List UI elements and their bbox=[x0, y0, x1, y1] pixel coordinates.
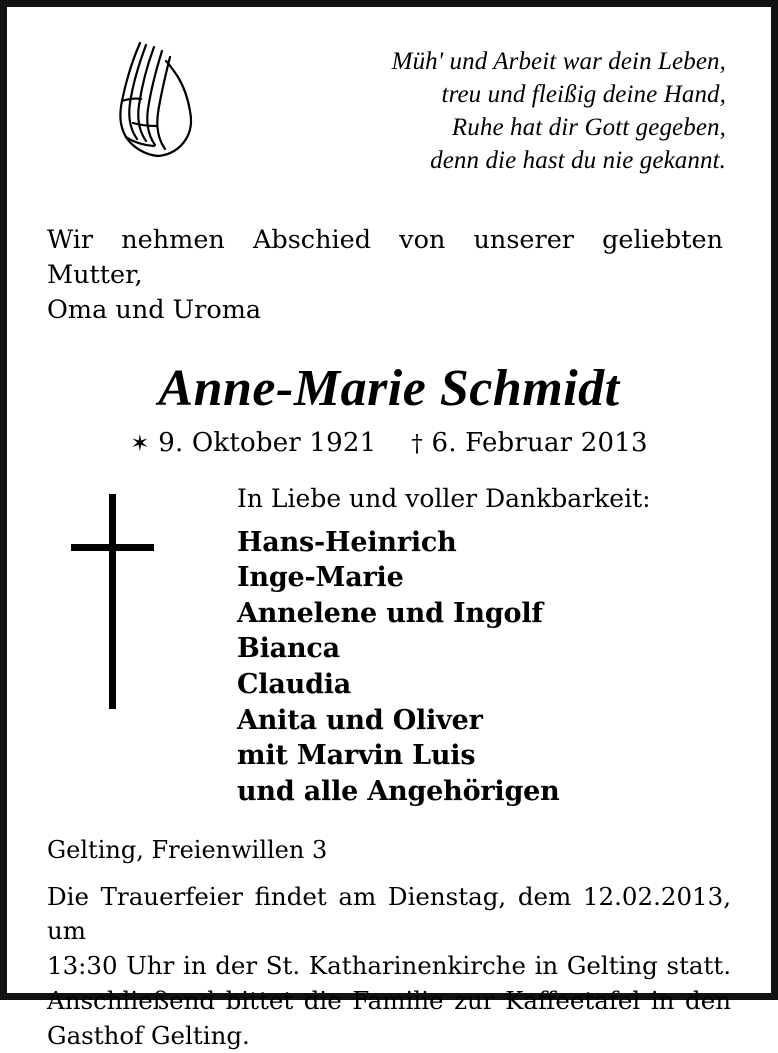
notice-header bbox=[47, 29, 731, 179]
verse-line-4: denn die hast du nie gekannt. bbox=[430, 147, 726, 174]
cross-icon bbox=[47, 484, 237, 744]
ceremony-line-4: Gasthof Gelting. bbox=[47, 1020, 250, 1050]
ceremony-line-2: 13:30 Uhr in der St. Katharinenkirche in Gelting statt. bbox=[47, 951, 731, 981]
ceremony-line-3: Anschließend bittet die Familie zur Kaffeetafel in den bbox=[47, 985, 731, 1015]
death-symbol: † bbox=[411, 430, 423, 457]
deceased-name: Anne-Marie Schmidt bbox=[158, 359, 620, 417]
intro-line-2: Oma und Uroma bbox=[47, 295, 262, 326]
list-item: mit Marvin Luis bbox=[237, 740, 476, 772]
ceremony-info bbox=[47, 880, 731, 1053]
list-item: und alle Angehörigen bbox=[237, 775, 560, 807]
list-item: Bianca bbox=[237, 633, 340, 665]
place-text: Gelting, Freienwillen 3 bbox=[47, 835, 328, 864]
birth-date: 9. Oktober 1921 bbox=[158, 427, 377, 458]
verse-line-3: Ruhe hat dir Gott gegeben, bbox=[451, 114, 726, 141]
family-list-block bbox=[237, 484, 731, 810]
list-item: Hans-Heinrich bbox=[237, 526, 457, 558]
verse-line-1: Müh' und Arbeit war dein Leben, bbox=[391, 48, 726, 75]
intro-line-1: Wir nehmen Abschied von unserer geliebten Mutter, bbox=[47, 225, 723, 291]
verse-line-2: treu und fleißig deine Hand, bbox=[441, 81, 726, 108]
cross-horizontal-bar bbox=[71, 544, 154, 551]
family-list bbox=[237, 525, 731, 810]
life-dates bbox=[47, 428, 731, 458]
cross-vertical-bar bbox=[109, 494, 116, 709]
notice-inner bbox=[7, 7, 771, 1050]
verse-block bbox=[197, 29, 731, 177]
praying-hands-icon bbox=[47, 29, 197, 170]
family-section bbox=[47, 484, 731, 810]
list-item: Anita und Oliver bbox=[237, 704, 483, 736]
birth-symbol: ✶ bbox=[130, 430, 150, 457]
intro-text bbox=[47, 223, 731, 329]
list-item: Claudia bbox=[237, 669, 352, 701]
family-lead-text: In Liebe und voller Dankbarkeit: bbox=[237, 483, 651, 513]
list-item: Inge-Marie bbox=[237, 562, 404, 594]
death-date: 6. Februar 2013 bbox=[431, 427, 648, 458]
ceremony-line-1: Die Trauerfeier findet am Dienstag, dem 12.02.2013, um bbox=[47, 881, 731, 946]
list-item: Annelene und Ingolf bbox=[237, 597, 543, 629]
